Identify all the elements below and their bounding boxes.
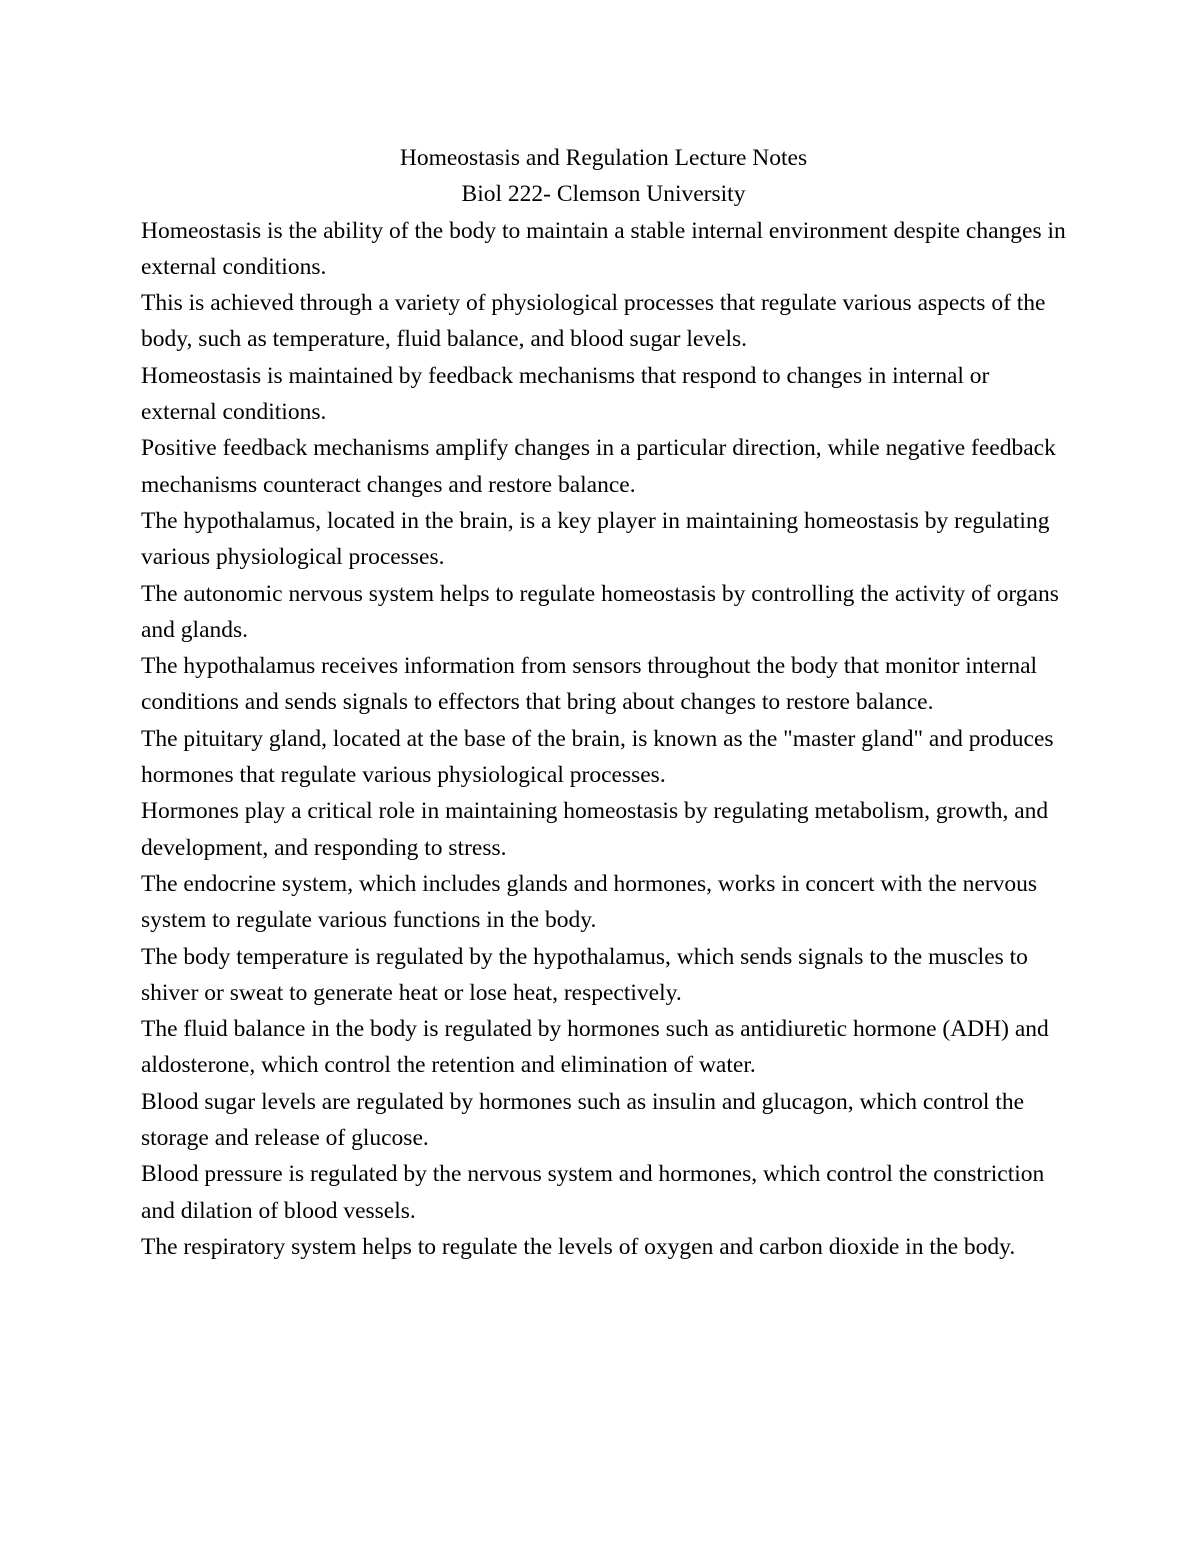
paragraph: Hormones play a critical role in maintaining homeostasis by regulating metabolism, growth, and development, and responding to stress. [141,798,1049,861]
document-body [141,140,1066,1265]
paragraph: The body temperature is regulated by the hypothalamus, which sends signals to the muscles to shiver or sweat to generate heat or lose heat, respectively. [141,943,1028,1006]
paragraph: The hypothalamus receives information from sensors throughout the body that monitor internal conditions and sends signals to effectors that bring about changes to restore balance. [141,653,1038,716]
paragraph: Homeostasis is maintained by feedback mechanisms that respond to changes in internal or external conditions. [141,362,990,426]
paragraph: Blood sugar levels are regulated by hormones such as insulin and glucagon, which control the storage and release of glucose. [141,1088,1024,1152]
paragraph: Homeostasis is the ability of the body to maintain a stable internal environment despite changes in external conditions. [141,217,1066,280]
paragraph: This is achieved through a variety of physiological processes that regulate various aspects of the body, such as temperature, fluid balance, and blood sugar levels. [141,290,1046,353]
paragraph: The fluid balance in the body is regulated by hormones such as antidiuretic hormone (ADH) and aldosterone, which control the retention and elimination of water. [141,1016,1049,1079]
paragraph: The autonomic nervous system helps to regulate homeostasis by controlling the activity of organs and glands. [141,580,1059,643]
paragraph: The pituitary gland, located at the base of the brain, is known as the "master gland" and produces hormones that regulate various physiological processes. [141,725,1054,789]
paragraph: The endocrine system, which includes glands and hormones, works in concert with the nervous system to regulate various functions in the body. [141,870,1038,934]
paragraph: Blood pressure is regulated by the nervous system and hormones, which control the constriction and dilation of blood vessels. [141,1161,1045,1224]
paragraph: The respiratory system helps to regulate the levels of oxygen and carbon dioxide in the body. [141,1233,1016,1260]
document-title: Homeostasis and Regulation Lecture Notes [399,145,808,171]
paragraph: Positive feedback mechanisms amplify changes in a particular direction, while negative feedback mechanisms counteract changes and restore balance. [141,435,1056,498]
paragraph: The hypothalamus, located in the brain, is a key player in maintaining homeostasis by regulating various physiological processes. [141,507,1050,571]
document-subtitle: Biol 222- Clemson University [461,181,746,208]
